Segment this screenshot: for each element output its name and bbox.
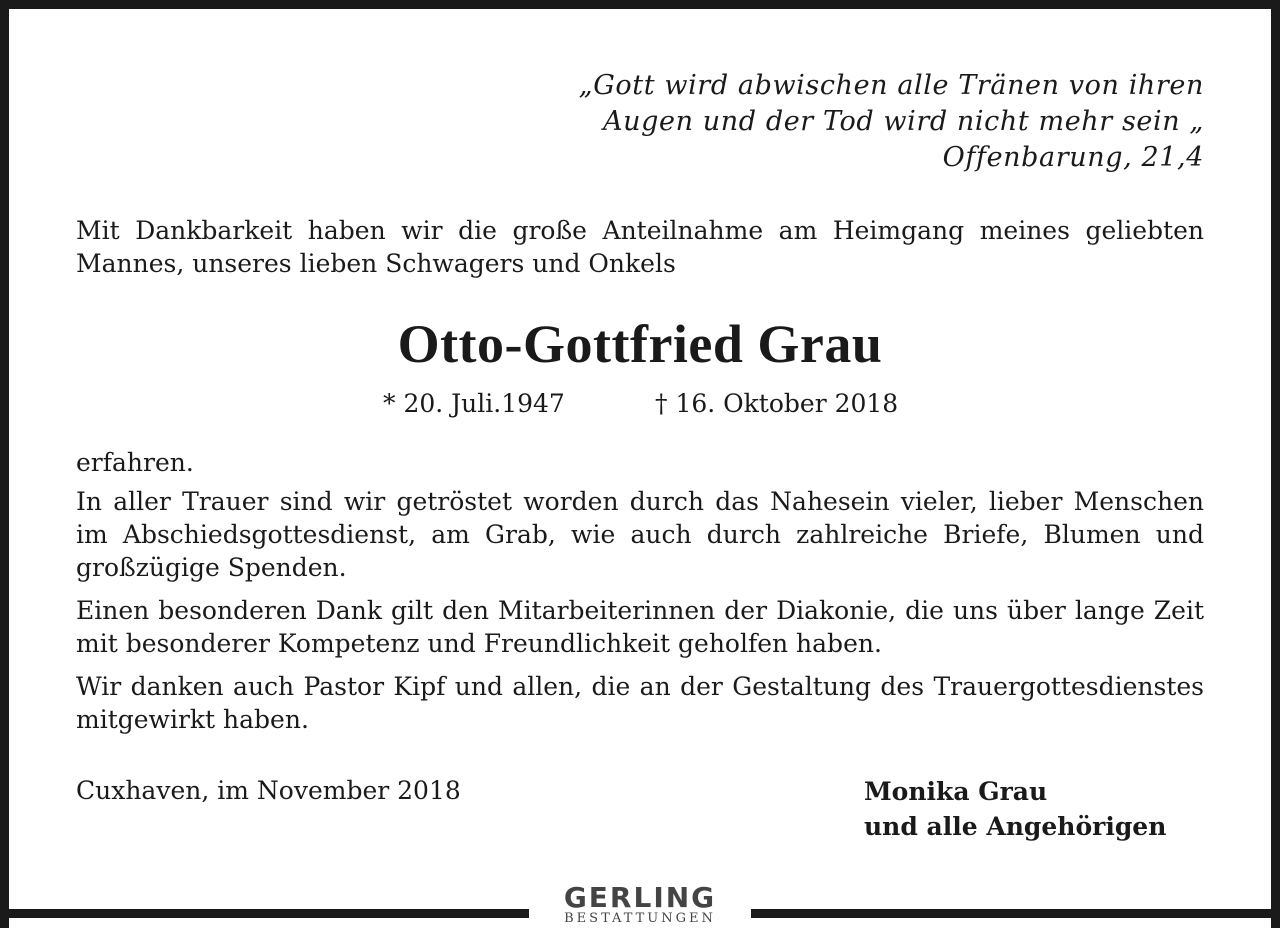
place-and-date: Cuxhaven, im November 2018 bbox=[76, 776, 461, 805]
death-date: † 16. Oktober 2018 bbox=[655, 389, 899, 418]
bottom-border-right bbox=[751, 909, 1280, 918]
logo-sub-text: BESTATTUNGEN bbox=[564, 911, 716, 926]
quote-source: Offenbarung, 21,4 bbox=[942, 142, 1204, 173]
signature-relatives: und alle Angehörigen bbox=[864, 812, 1167, 841]
quote-line-2: Augen und der Tod wird nicht mehr sein „ bbox=[603, 106, 1204, 137]
deceased-name: Otto-Gottfried Grau bbox=[397, 314, 883, 374]
paragraph-trauer: In aller Trauer sind wir getröstet worden durch das Nahesein vieler, lieber Menschen im Abschiedsgottesdienst, am Grab, wie auch durch zahlreiche Briefe, Blumen und großzügige Spenden. bbox=[76, 487, 1204, 582]
quote-line-1: „Gott wird abwischen alle Tränen von ihren bbox=[578, 70, 1204, 101]
paragraph-pastor: Wir danken auch Pastor Kipf und allen, die an der Gestaltung des Trauergottesdienstes mitgewirkt haben. bbox=[76, 672, 1204, 734]
bottom-border-left bbox=[0, 909, 529, 918]
intro-text: Mit Dankbarkeit haben wir die große Anteilnahme am Heimgang meines geliebten Mannes, unseres lieben Schwagers und Onkels bbox=[76, 216, 1204, 278]
paragraph-diakonie: Einen besonderen Dank gilt den Mitarbeiterinnen der Diakonie, die uns über lange Zeit mit besonderer Kompetenz und Freundlichkeit geholfen haben. bbox=[76, 596, 1204, 658]
birth-date: * 20. Juli.1947 bbox=[383, 389, 565, 418]
signature bbox=[864, 774, 1166, 844]
bible-quote bbox=[579, 68, 1204, 176]
funeral-home-logo bbox=[529, 881, 751, 926]
logo-main-text: GERLING bbox=[563, 881, 717, 914]
signature-name: Monika Grau bbox=[864, 777, 1048, 806]
paragraph-erfahren: erfahren. bbox=[76, 448, 194, 477]
